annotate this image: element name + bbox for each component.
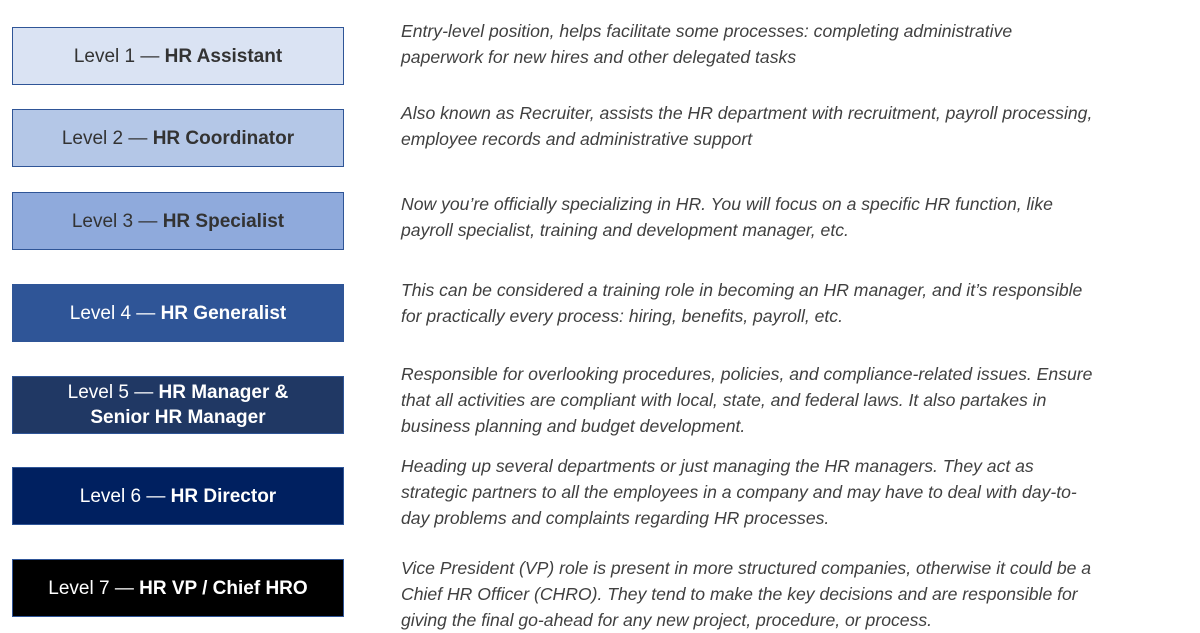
description-line: business planning and budget development. [401,416,746,436]
description-line: paperwork for new hires and other delegated tasks [401,47,797,67]
level-box-5 [12,376,344,434]
level-number: Level 5 — [67,382,159,403]
level-number: Level 6 — [79,485,171,507]
level-title: HR Assistant [164,45,283,67]
description-line: Chief HR Officer (CHRO). They tend to make the key decisions and are responsible for [401,584,1078,604]
level-box-6 [12,467,344,525]
level-title: HR VP / Chief HRO [139,577,308,599]
level-description-5 [401,361,1092,439]
level-number: Level 1 — [73,45,165,67]
level-title: HR Generalist [160,302,287,324]
description-line: strategic partners to all the employees in a company and may have to deal with day-to- [401,482,1077,502]
level-box-1 [12,27,344,85]
description-line: Entry-level position, helps facilitate some processes: completing administrative [401,21,1013,41]
level-description-3 [401,191,1053,243]
description-line: Responsible for overlooking procedures, policies, and compliance-related issues. Ensure [401,364,1093,384]
level-title-line2: Senior HR Manager [90,407,266,428]
level-description-2 [401,100,1092,152]
description-line: that all activities are compliant with local, state, and federal laws. It also partakes in [401,390,1047,410]
level-number: Level 2 — [61,127,153,149]
level-description-4 [401,277,1082,329]
level-number: Level 4 — [69,302,161,324]
level-title: HR Coordinator [152,127,295,149]
level-description-6 [401,453,1077,531]
level-box-4 [12,284,344,342]
description-line: Now you’re officially specializing in HR. You will focus on a specific HR function, like [401,194,1053,214]
level-box-2 [12,109,344,167]
level-description-7 [401,555,1091,633]
description-line: day problems and complaints regarding HR processes. [401,508,830,528]
description-line: payroll specialist, training and development manager, etc. [401,220,849,240]
level-title: HR Manager & [158,382,289,403]
level-title: HR Specialist [162,210,285,232]
description-line: Also known as Recruiter, assists the HR department with recruitment, payroll processing, [401,103,1093,123]
level-box-7 [12,559,344,617]
level-description-1 [401,18,1012,70]
level-box-3 [12,192,344,250]
level-number: Level 3 — [71,210,163,232]
description-line: Vice President (VP) role is present in more structured companies, otherwise it could be a [401,558,1092,578]
description-line: Heading up several departments or just managing the HR managers. They act as [401,456,1034,476]
level-title: HR Director [170,485,277,507]
level-number: Level 7 — [48,577,140,599]
description-line: employee records and administrative support [401,129,753,149]
description-line: for practically every process: hiring, benefits, payroll, etc. [401,306,843,326]
description-line: giving the final go-ahead for any new project, procedure, or process. [401,610,933,630]
description-line: This can be considered a training role in becoming an HR manager, and it’s responsible [401,280,1083,300]
